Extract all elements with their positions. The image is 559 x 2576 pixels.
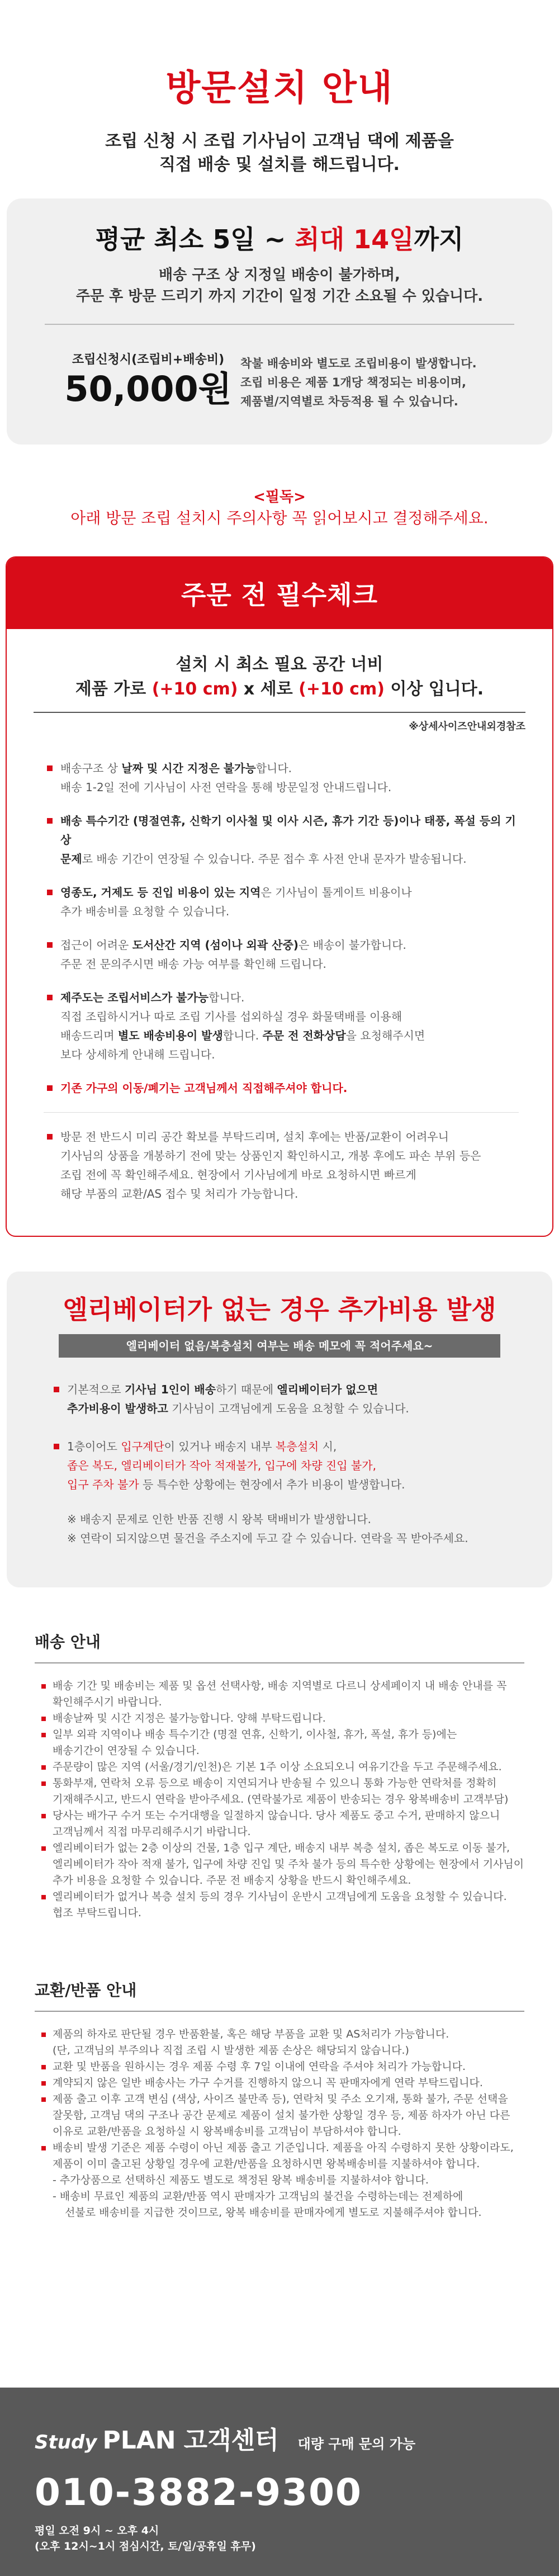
text: 배송드리며 [60, 1029, 118, 1042]
checklist-card [6, 556, 553, 1237]
text: 은 기사님이 톨게이트 비용이나 [260, 886, 412, 899]
text: 직접 조립하시거나 따로 조립 기사를 섭외하실 경우 화물택배를 이용해 [60, 1010, 402, 1023]
period-heading [7, 222, 552, 257]
must-read-notice [0, 445, 559, 556]
list-item [60, 883, 519, 921]
returns-list [35, 2012, 538, 2221]
period-description [7, 264, 552, 307]
checklist-title: 주문 전 필수체크 [181, 580, 378, 610]
text-red: 좁은 복도, 엘리베이터가 작아 적재불가, 입구에 차량 진입 불가, [67, 1459, 376, 1472]
space-line2 [7, 677, 552, 702]
elevator-memo-bar: 엘리베이터 없음/복층설치 여부는 배송 메모에 꼭 적어주세요~ [59, 1334, 500, 1358]
elevator-items [7, 1358, 552, 1494]
text-bold: 영종도, 거제도 등 진입 비용이 있는 지역 [60, 886, 261, 899]
customer-center-footer [0, 2388, 559, 2576]
space-text-e: 이상 입니다. [384, 679, 484, 699]
text: 기본적으로 [67, 1383, 125, 1396]
list-item [67, 1380, 552, 1418]
list-item: 계약되지 않은 일반 배송사는 가구 수거를 진행하지 않으니 꼭 판매자에게 연락 부탁드립니다. [53, 2075, 538, 2091]
period-divider [45, 324, 514, 325]
brand-logo-plan: PLAN [102, 2426, 176, 2455]
delivery-title: 배송 안내 [35, 1633, 101, 1651]
list-item: 고객님께서 직접 마무리해주시기 바랍니다. [53, 1826, 251, 1838]
text-bold: 문제 [60, 852, 82, 866]
space-text-c: x 세로 [238, 679, 299, 699]
delivery-info [0, 1587, 559, 1921]
header-section [0, 0, 559, 198]
text-bold: 별도 배송비용이 발생 [117, 1029, 223, 1042]
list-item: 배송비 발생 기준은 제품 수령이 아닌 제품 출고 기준입니다. 제품을 아직 수령하지 못한 상황이라도, [53, 2140, 538, 2156]
checklist-header [7, 557, 552, 629]
list-item: 일부 외곽 지역이나 배송 특수기간 (명절 연휴, 신학기, 이사철, 휴가, 폭설, 휴가 등)에는 [53, 1727, 538, 1743]
list-item: 당사는 배가구 수거 또는 수거대행을 일절하지 않습니다. 당사 제품도 중고 수거, 판매하지 않으니 [53, 1808, 538, 1824]
fee-note-line3: 제품별/지역별로 차등적용 될 수 있습니다. [240, 395, 458, 408]
space-source-note: ※상세사이즈안내외경참조 [409, 721, 525, 732]
header-subtitle-line2: 직접 배송 및 설치를 해드립니다. [159, 155, 400, 174]
header-subtitle [0, 130, 559, 177]
phone-number[interactable]: 010-3882-9300 [35, 2471, 362, 2514]
fee-row [7, 352, 552, 411]
list-item: 통화부재, 연락처 오류 등으로 배송이 지연되거나 반송될 수 있으니 통화 가능한 연락처를 정확히 [53, 1775, 538, 1792]
text: 시, [319, 1440, 337, 1453]
fee-price: 50,000원 [64, 368, 232, 409]
list-item: 협조 부탁드립니다. [53, 1907, 141, 1919]
header-subtitle-line1: 조립 신청 시 조립 기사님이 고객님 댁에 제품을 [105, 131, 454, 151]
list-item [60, 1079, 519, 1098]
elevator-box [7, 1272, 552, 1587]
list-item: 제품의 하자로 판단될 경우 반품환불, 혹은 해당 부품을 교환 및 AS처리가 가능합니다. [53, 2026, 538, 2043]
space-divider [34, 712, 525, 713]
elevator-title: 엘리베이터가 없는 경우 추가비용 발생 [63, 1294, 496, 1325]
page-title: 방문설치 안내 [165, 68, 394, 109]
brand-row [35, 2420, 559, 2456]
period-desc-line1: 배송 구조 상 지정일 배송이 불가하며, [159, 267, 400, 283]
list-item: 제품 출고 이후 고객 변심 (색상, 사이즈 불만족 등), 연락처 및 주소 오기재, 통화 불가, 주문 선택을 [53, 2091, 538, 2107]
text: 합니다. [222, 1029, 263, 1042]
text: 은 배송이 불가합니다. [298, 938, 406, 952]
text: 하기 때문에 [216, 1383, 277, 1396]
list-item: - 배송비 무료인 제품의 교환/반품 역시 판매자가 고객님의 불건을 수령하는데는 전제하에 [53, 2190, 463, 2202]
list-item: 배송 기간 및 배송비는 제품 및 옵션 선택사항, 배송 지역별로 다르니 상세페이지 내 배송 안내를 꼭 [53, 1678, 538, 1694]
list-item [60, 811, 519, 868]
fee-block [56, 352, 240, 411]
text-red: 기존 가구의 이동/폐기는 고객님께서 직접해주셔야 합니다. [60, 1081, 348, 1095]
period-min: 평균 최소 5일 ~ [95, 224, 295, 254]
delivery-list [35, 1663, 538, 1921]
text: 조립 전에 꼭 확인해주세요. 현장에서 기사님에게 바로 요청하시면 빠르게 [60, 1168, 416, 1181]
list-item: - 추가상품으로 선택하신 제품도 별도로 책정된 왕복 배송비를 지불하셔야 합니다. [53, 2174, 429, 2186]
list-item [60, 988, 519, 1064]
fee-note [240, 352, 503, 411]
text: 기사님의 상품을 개봉하기 전에 맞는 상품인지 확인하시고, 개봉 후에도 파손 부위 등은 [60, 1149, 481, 1162]
text-bold: 엘리베이터가 없으면 [277, 1383, 378, 1396]
text: 접근이 어려운 [60, 938, 132, 952]
space-requirement [7, 629, 552, 733]
customer-center-label: 고객센터 [183, 2426, 279, 2455]
period-max: 최대 14일 [295, 224, 414, 254]
text-red: 입구 주차 불가 [67, 1478, 139, 1491]
space-depth-margin: (+10 cm) [299, 679, 385, 699]
space-line1: 설치 시 최소 필요 공간 너비 [176, 655, 383, 674]
list-item: 엘리베이터가 없거나 복층 설치 등의 경우 기사님이 운반시 고객님에게 도움을 요청할 수 있습니다. [53, 1889, 538, 1905]
text: 주문 전 문의주시면 배송 가능 여부를 확인해 드립니다. [60, 957, 326, 971]
elevator-footnotes [7, 1510, 552, 1548]
checklist-divider [44, 1112, 519, 1113]
business-hours-line1: 평일 오전 9시 ~ 오후 4시 [35, 2525, 159, 2537]
text-bold: 배송 특수기간 (명절연휴, 신학기 이사철 및 이사 시즌, 휴가 기간 등) [60, 814, 399, 828]
list-item: (단, 고객님의 부주의나 직접 조립 시 발생한 제품 손상은 해당되지 않습니다.) [53, 2044, 409, 2057]
list-item [60, 759, 519, 797]
text-bold: 제주도는 조립서비스가 불가능 [60, 991, 209, 1004]
list-item: 배송기간이 연장될 수 있습니다. [53, 1745, 200, 1757]
checklist-items [7, 733, 552, 1203]
list-item: 배송날짜 및 시간 지정은 불가능합니다. 양해 부탁드립니다. [53, 1710, 538, 1727]
list-item: 추가 비용을 요청할 수 있습니다. 주문 전 배송지 상황을 반드시 확인해주세요. [53, 1874, 411, 1887]
text: 등 특수한 상황에는 현장에서 추가 비용이 발생합니다. [139, 1478, 405, 1491]
fee-note-line2: 조립 비용은 제품 1개당 책정되는 비용이며, [240, 376, 467, 389]
fee-note-line1: 착불 배송비와 별도로 조립비용이 발생합니다. [240, 357, 477, 370]
fee-label: 조립신청시(조립비+배송비) [72, 353, 225, 367]
text: 이 있거나 배송지 내부 [164, 1440, 276, 1453]
text-bold: 날짜 및 시간 지정은 불가능 [121, 762, 256, 775]
bulk-inquiry-label: 대량 구매 문의 가능 [297, 2436, 416, 2452]
text-bold: 이나 태풍, 폭설 등의 기상 [60, 814, 516, 847]
text: 합니다. [255, 762, 292, 775]
list-item [67, 1437, 552, 1494]
text: 배송구조 상 [60, 762, 122, 775]
returns-title: 교환/반품 안내 [35, 1981, 137, 2000]
list-item: 잘못함, 고객님 댁의 구조나 공간 문제로 제품이 설치 불가한 상황일 경우 등, 제품 하자가 아닌 다른 [53, 2109, 510, 2121]
business-hours-line2: (오후 12시~1시 점심시간, 토/일/공휴일 휴무) [35, 2540, 256, 2553]
text: 해당 부품의 교환/AS 접수 및 처리가 가능합니다. [60, 1187, 299, 1200]
list-item: 엘리베이터가 작아 적재 불가, 입구에 차량 진입 및 주차 불가 등의 특수한 상황에는 현장에서 기사님이 [53, 1858, 524, 1870]
list-item: 기재해주시고, 반드시 연락을 받아주세요. (연락불가로 제품이 반송되는 경우 왕복배송비 고객부담) [53, 1793, 509, 1805]
text: 배송 1-2일 전에 기사님이 사전 연락을 통해 방문일정 안내드립니다. [60, 781, 392, 794]
must-read-label: <필독> [253, 489, 306, 505]
period-box [7, 198, 552, 445]
text: 1층이어도 [67, 1440, 121, 1453]
must-read-text: 아래 방문 조립 설치시 주의사항 꼭 읽어보시고 결정해주세요. [70, 509, 489, 527]
list-item: 교환 및 반품을 원하시는 경우 제품 수령 후 7일 이내에 연락을 주셔야 처리가 가능합니다. [53, 2059, 538, 2075]
text: 합니다. [209, 991, 245, 1004]
period-desc-line2: 주문 후 방문 드리기 까지 기간이 일정 기간 소요될 수 있습니다. [75, 288, 484, 305]
space-text-a: 제품 가로 [75, 679, 152, 699]
list-item: 엘리베이터가 없는 2층 이상의 건물, 1층 입구 계단, 배송지 내부 복층 설치, 좁은 복도로 이동 불가, [53, 1840, 538, 1856]
elevator-footnote-1: ※ 배송지 문제로 인한 반품 진행 시 왕복 택배비가 발생합니다. [67, 1512, 372, 1526]
text: 추가 배송비를 요청할 수 있습니다. [60, 905, 230, 918]
space-width-margin: (+10 cm) [151, 679, 238, 699]
text-bold: 도서산간 지역 (섬이나 외곽 산중) [132, 938, 299, 952]
list-item: 이유로 교환/반품을 요청하실 시 왕복배송비를 고객님이 부담하셔야 합니다. [53, 2125, 401, 2138]
text: 기사님이 고객님에게 도움을 요청할 수 있습니다. [168, 1402, 409, 1415]
text: 을 요청해주시면 [345, 1029, 425, 1042]
brand-logo-study: Study [35, 2431, 97, 2454]
text-red: 복층설치 [275, 1440, 319, 1453]
list-item: 확인해주시기 바랍니다. [53, 1696, 162, 1708]
list-item: 선불로 배송비를 지급한 것이므로, 왕복 배송비를 판매자에게 별도로 지불해주셔야 합니다. [65, 2206, 482, 2219]
text: 보다 상세하게 안내해 드립니다. [60, 1048, 215, 1061]
text-bold: 주문 전 전화상담 [262, 1029, 346, 1042]
business-hours [35, 2523, 559, 2554]
period-until: 까지 [414, 224, 464, 254]
returns-info [0, 1921, 559, 2221]
text: 로 배송 기간이 연장될 수 있습니다. 주문 접수 후 사전 안내 문자가 발송됩니다. [82, 852, 467, 866]
list-item: 주문량이 많은 지역 (서울/경기/인천)은 기본 1주 이상 소요되오니 여유기간을 두고 주문해주세요. [53, 1759, 538, 1775]
text-bold: 추가비용이 발생하고 [67, 1402, 168, 1415]
list-item: 제품이 이미 출고된 상황일 경우에 교환/반품을 요청하시면 왕복배송비를 지불하셔야 합니다. [53, 2158, 480, 2170]
text-bold: 기사님 1인이 배송 [124, 1383, 216, 1396]
text-red: 입구계단 [121, 1440, 164, 1453]
list-item [60, 935, 519, 973]
list-item [60, 1127, 519, 1203]
text: 방문 전 반드시 미리 공간 확보를 부탁드리며, 설치 후에는 반품/교환이 어려우니 [60, 1130, 449, 1143]
elevator-footnote-2: ※ 연락이 되지않으면 물건을 주소지에 두고 갈 수 있습니다. 연락을 꼭 받아주세요. [67, 1532, 468, 1545]
